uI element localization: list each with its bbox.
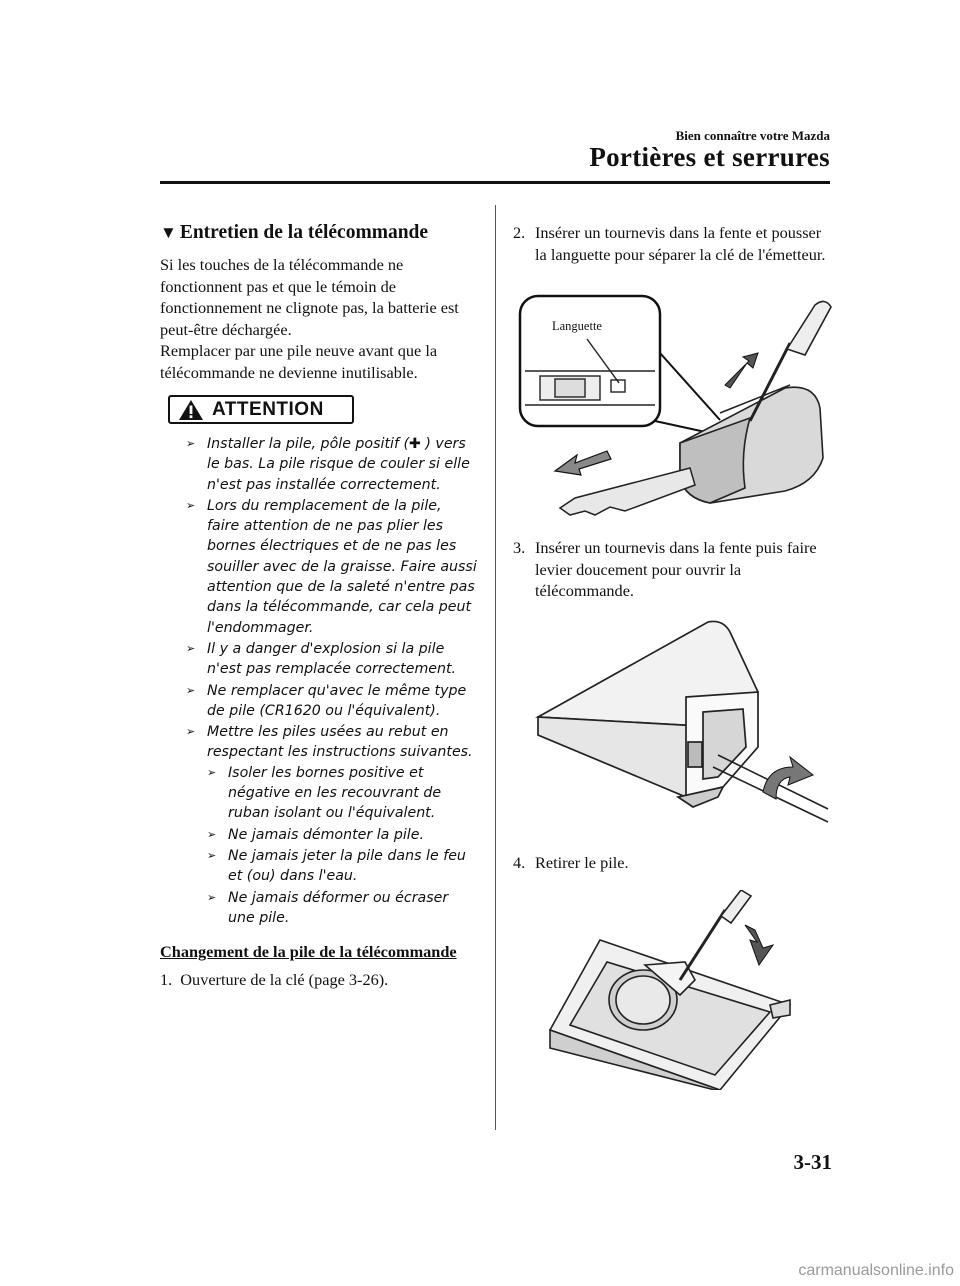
sub-warning-list <box>207 763 478 928</box>
rotate-arrow-icon <box>763 757 813 799</box>
step-2 <box>513 222 831 265</box>
push-arrow-icon <box>725 353 758 388</box>
arrow-bullet-icon: ➢ <box>207 890 217 904</box>
figure-separate-key <box>515 293 835 555</box>
warning-item: ➢ Ne remplacer qu'avec le même type de pile (CR1620 ou l'équivalent). <box>186 682 467 719</box>
step-3 <box>513 537 831 602</box>
step-number: 1. <box>160 970 173 990</box>
arrow-bullet-icon: ➢ <box>186 683 196 697</box>
warning-item: ➢ Il y a danger d'explosion si la pile n'est pas remplacée correctement. <box>186 640 457 678</box>
attention-box <box>168 395 354 424</box>
step-1 <box>160 969 478 991</box>
warning-list <box>160 434 478 928</box>
arrow-bullet-icon: ➢ <box>186 641 196 655</box>
step-text: Ouverture de la clé (page 3-26). <box>180 970 389 990</box>
attention-label: ATTENTION <box>212 399 324 420</box>
header-rule <box>160 181 830 184</box>
figure-label-languette: Languette <box>552 319 602 333</box>
step-text: Retirer le pile. <box>535 853 629 872</box>
warning-item: ➢ Lors du remplacement de la pile, faire attention de ne pas plier les bornes électriques et de ne pas les souiller avec de la graisse. Faire aussi attention que de la saleté n'entre pas dans la télécommande, car cela peut l'endommager. <box>186 497 477 636</box>
sub-warning-item: ➢ Ne jamais démonter la pile. <box>207 825 478 845</box>
section-title: ▼ Entretien de la télécommande <box>160 222 429 243</box>
step-number: 3. <box>513 538 526 557</box>
arrow-bullet-icon: ➢ <box>186 498 196 512</box>
page-number: 3-31 <box>793 1150 832 1174</box>
replace-paragraph: Remplacer par une pile neuve avant que la télécommande ne devienne inutilisable. <box>160 341 438 382</box>
arrow-bullet-icon: ➢ <box>186 725 196 739</box>
step-number: 4. <box>513 853 526 872</box>
section-marker-icon: ▼ <box>160 223 177 242</box>
battery-change-heading: Changement de la pile de la télécommande <box>160 942 457 962</box>
step-4 <box>513 852 831 874</box>
pull-arrow-icon <box>555 451 611 475</box>
page-title: Portières et serrures <box>589 142 830 172</box>
chapter-label: Bien connaître votre Mazda <box>675 128 830 143</box>
arrow-bullet-icon: ➢ <box>186 437 196 450</box>
screwdriver-icon <box>680 890 751 980</box>
left-column <box>160 222 478 991</box>
step-text: Insérer un tournevis dans la fente puis faire levier doucement pour ouvrir la télécommande. <box>535 538 817 600</box>
watermark-link[interactable]: carmanualsonline.info <box>798 1262 954 1279</box>
figure-remove-battery <box>545 890 800 1090</box>
arrow-bullet-icon: ➢ <box>207 765 217 779</box>
sub-warning-item: ➢ Ne jamais déformer ou écraser une pile. <box>207 889 449 926</box>
sub-warning-item: ➢ Ne jamais jeter la pile dans le feu et (ou) dans l'eau. <box>207 847 466 885</box>
step-text: Insérer un tournevis dans la fente et pousser la languette pour séparer la clé de l'émetteur. <box>535 223 826 264</box>
step-number: 2. <box>513 223 526 242</box>
warning-triangle-icon <box>178 399 204 421</box>
down-arrow-icon <box>745 925 773 965</box>
arrow-bullet-icon: ➢ <box>207 848 217 862</box>
figure-pry-open <box>518 617 830 827</box>
intro-paragraph: Si les touches de la télécommande ne fonctionnent pas et que le témoin de fonctionnement ne clignote pas, la batterie est peut-être déchargée. <box>160 255 459 339</box>
warning-item: ➢ Mettre les piles usées au rebut en respectant les instructions suivantes. ➢ Isoler les bornes positive et négative en les recouvrant de ruban isolant ou l'équivalent. ➢ Ne jamais démonter la pile. ➢ Ne jamais jeter la pile dans le feu et (ou) dans l'eau. ➢ Ne jamais déformer ou écraser une pile. <box>186 722 478 928</box>
arrow-bullet-icon: ➢ <box>207 827 217 841</box>
sub-warning-item: ➢ Isoler les bornes positive et négative en les recouvrant de ruban isolant ou l'équivalent. <box>207 764 442 822</box>
column-divider <box>495 205 496 1130</box>
warning-item: ➢ Installer la pile, pôle positif (✚ ) vers le bas. La pile risque de couler si elle n'est pas installée correctement. <box>186 436 470 493</box>
